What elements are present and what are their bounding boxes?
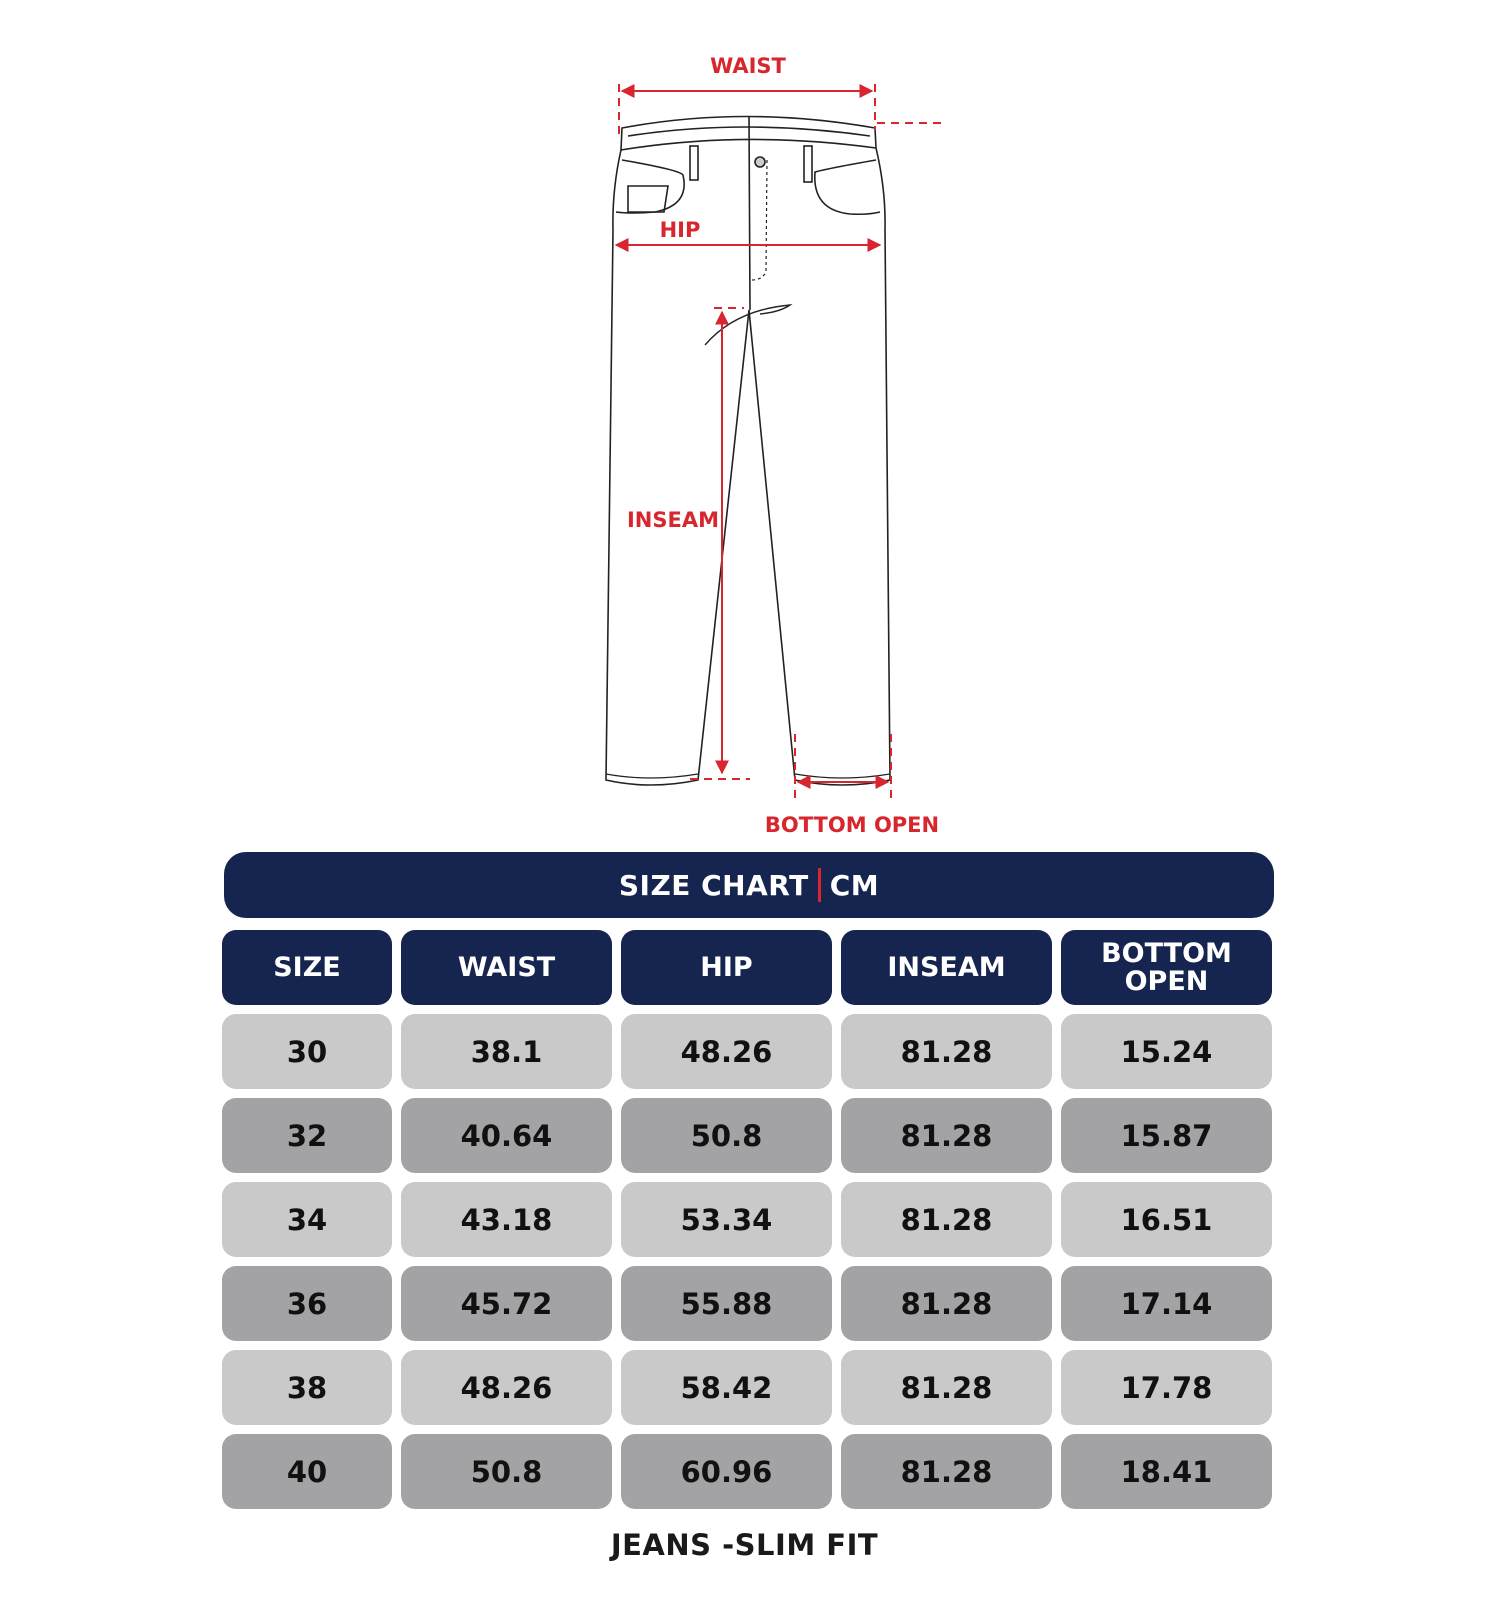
bottom-open-label: BOTTOM OPEN bbox=[764, 813, 940, 837]
banner-separator bbox=[818, 868, 821, 902]
cell-waist: 48.26 bbox=[401, 1350, 612, 1425]
cell-waist: 43.18 bbox=[401, 1182, 612, 1257]
cell-bottom-open: 17.78 bbox=[1061, 1350, 1272, 1425]
cell-bottom-open: 16.51 bbox=[1061, 1182, 1272, 1257]
cell-size: 36 bbox=[222, 1266, 392, 1341]
header-inseam: INSEAM bbox=[841, 930, 1052, 1005]
table-row bbox=[222, 1266, 1272, 1341]
cell-hip: 55.88 bbox=[621, 1266, 832, 1341]
cell-bottom-open: 15.24 bbox=[1061, 1014, 1272, 1089]
size-table bbox=[222, 930, 1272, 1518]
hip-label: HIP bbox=[659, 218, 701, 242]
table-row bbox=[222, 1182, 1272, 1257]
cell-inseam: 81.28 bbox=[841, 1266, 1052, 1341]
cell-inseam: 81.28 bbox=[841, 1434, 1052, 1509]
footer-caption: JEANS -SLIM FIT bbox=[610, 1528, 879, 1562]
cell-hip: 53.34 bbox=[621, 1182, 832, 1257]
cell-inseam: 81.28 bbox=[841, 1098, 1052, 1173]
cell-waist: 50.8 bbox=[401, 1434, 612, 1509]
header-waist: WAIST bbox=[401, 930, 612, 1005]
table-row bbox=[222, 1434, 1272, 1509]
cell-inseam: 81.28 bbox=[841, 1350, 1052, 1425]
table-header-row bbox=[222, 930, 1272, 1005]
table-row bbox=[222, 1350, 1272, 1425]
cell-hip: 60.96 bbox=[621, 1434, 832, 1509]
banner-unit: CM bbox=[829, 868, 880, 902]
table-row bbox=[222, 1014, 1272, 1089]
cell-bottom-open: 17.14 bbox=[1061, 1266, 1272, 1341]
cell-size: 38 bbox=[222, 1350, 392, 1425]
cell-waist: 40.64 bbox=[401, 1098, 612, 1173]
waist-label: WAIST bbox=[710, 54, 786, 78]
table-row bbox=[222, 1098, 1272, 1173]
size-chart-banner bbox=[224, 852, 1274, 918]
cell-size: 34 bbox=[222, 1182, 392, 1257]
cell-bottom-open: 15.87 bbox=[1061, 1098, 1272, 1173]
header-hip: HIP bbox=[621, 930, 832, 1005]
cell-inseam: 81.28 bbox=[841, 1182, 1052, 1257]
header-bottom-open: BOTTOM OPEN bbox=[1061, 930, 1272, 1005]
cell-bottom-open: 18.41 bbox=[1061, 1434, 1272, 1509]
cell-inseam: 81.28 bbox=[841, 1014, 1052, 1089]
cell-hip: 58.42 bbox=[621, 1350, 832, 1425]
cell-waist: 45.72 bbox=[401, 1266, 612, 1341]
cell-size: 32 bbox=[222, 1098, 392, 1173]
cell-hip: 50.8 bbox=[621, 1098, 832, 1173]
banner-title: SIZE CHART bbox=[618, 868, 809, 902]
cell-hip: 48.26 bbox=[621, 1014, 832, 1089]
cell-size: 40 bbox=[222, 1434, 392, 1509]
measurement-guides bbox=[616, 84, 945, 800]
cell-waist: 38.1 bbox=[401, 1014, 612, 1089]
cell-size: 30 bbox=[222, 1014, 392, 1089]
inseam-label: INSEAM bbox=[626, 508, 720, 532]
header-size: SIZE bbox=[222, 930, 392, 1005]
jeans-outline bbox=[606, 116, 890, 785]
